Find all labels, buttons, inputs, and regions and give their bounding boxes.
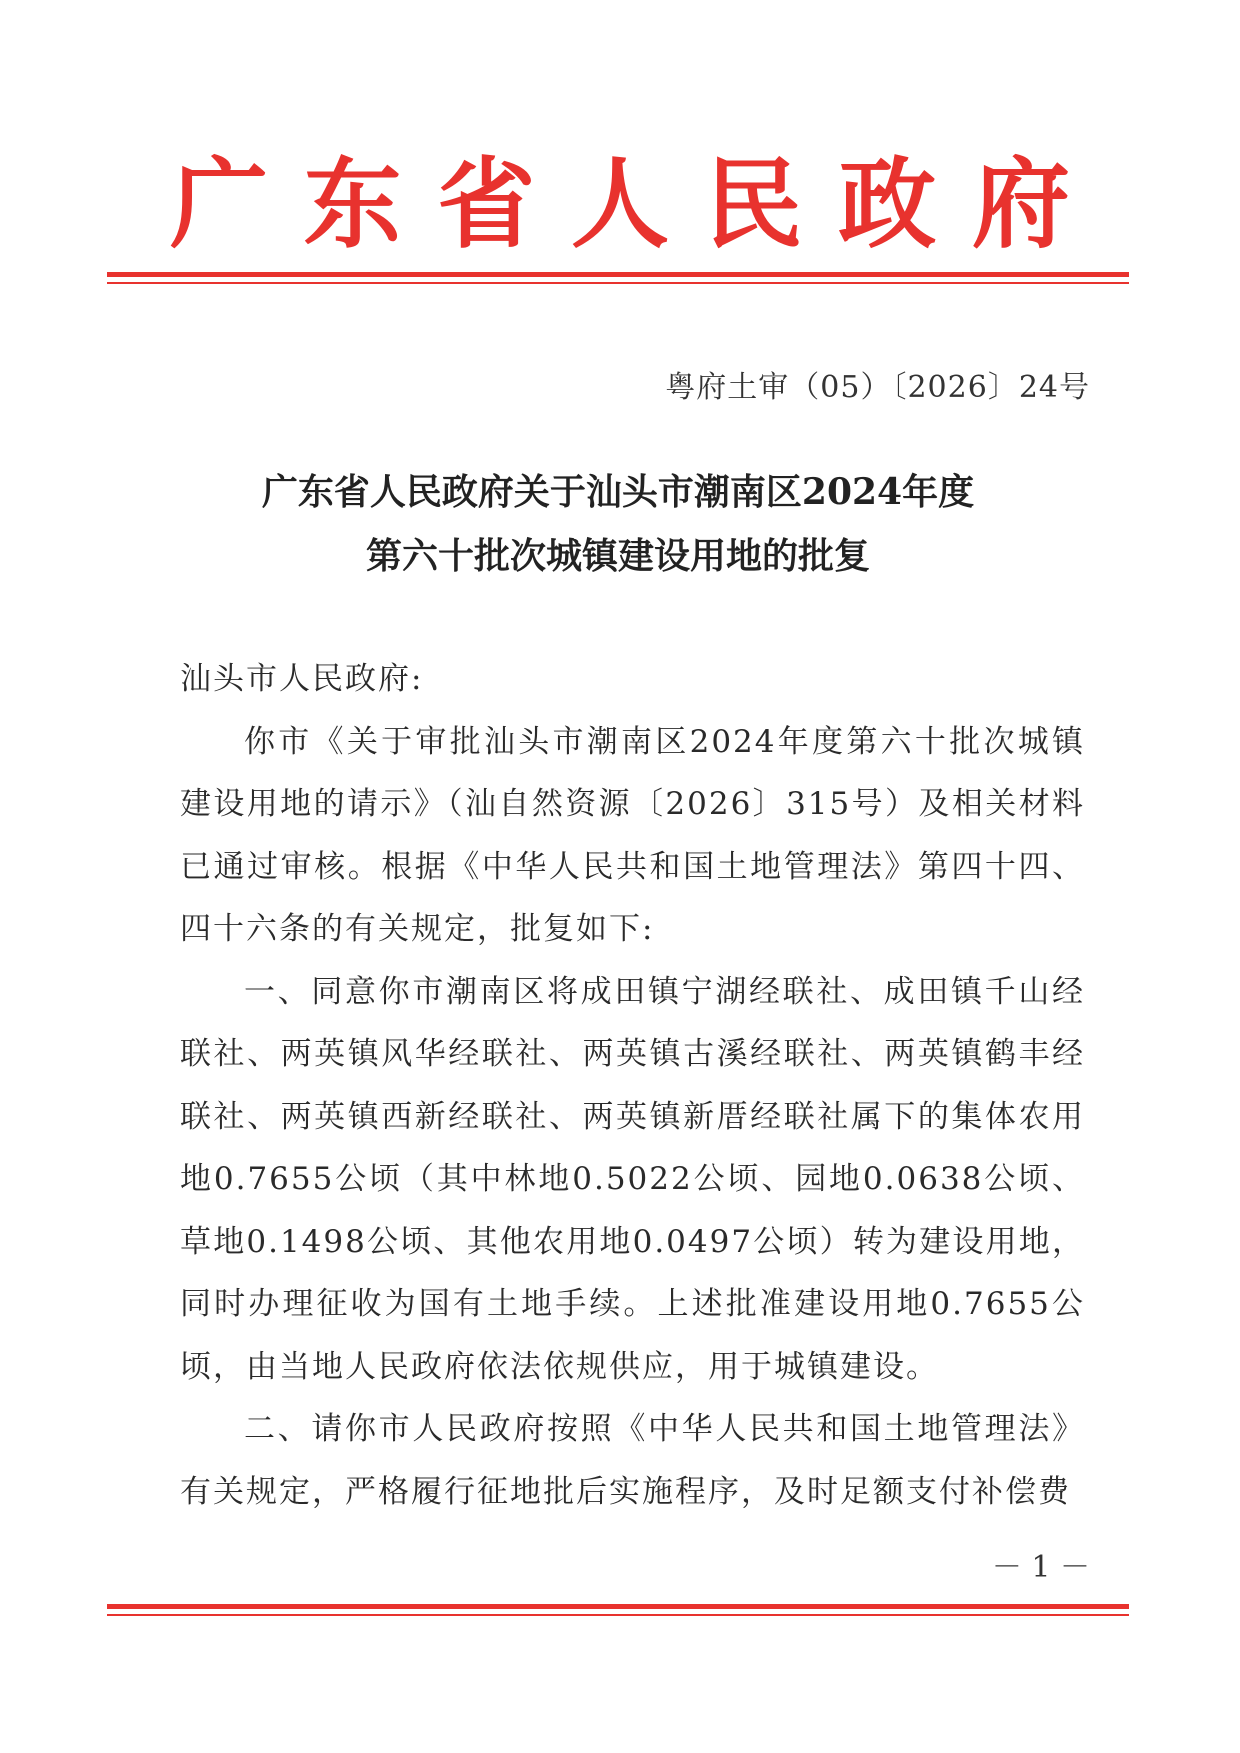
salutation: 汕头市人民政府: [180, 661, 424, 697]
header-red-rule-thin [107, 282, 1129, 284]
masthead-char: 政 [838, 147, 937, 262]
body-paragraph: 二、请你市人民政府按照《中华人民共和国土地管理法》有关规定，严格履行征地批后实施程序，及时足额支付补偿费 [180, 1411, 1085, 1510]
masthead-char: 东 [303, 147, 402, 262]
body-paragraph: 你市《关于审批汕头市潮南区2024年度第六十批次城镇建设用地的请示》（汕自然资源〔2026〕315号）及相关材料已通过审核。根据《中华人民共和国土地管理法》第四十四、四十六条的有关规定，批复如下: [180, 723, 1085, 947]
header-red-rule [107, 272, 1129, 277]
masthead-char: 人 [570, 147, 669, 262]
document-number: 粤府土审（05）〔2026〕24号 [665, 370, 1090, 405]
title-line-1: 广东省人民政府关于汕头市潮南区2024年度 [261, 471, 975, 513]
document-title [107, 460, 1129, 588]
document-body [180, 648, 1085, 1523]
footer-red-rule-thin [107, 1614, 1129, 1616]
masthead-char: 民 [704, 147, 803, 262]
masthead-title [170, 147, 1070, 262]
masthead-char: 广 [170, 147, 269, 262]
title-line-2: 第六十批次城镇建设用地的批复 [365, 535, 870, 577]
masthead-char: 省 [437, 147, 536, 262]
page-number: － 1 － [991, 1550, 1090, 1585]
footer-red-rule [107, 1604, 1129, 1609]
masthead-char: 府 [971, 147, 1070, 262]
body-paragraph: 一、同意你市潮南区将成田镇宁湖经联社、成田镇千山经联社、两英镇风华经联社、两英镇古溪经联社、两英镇鹤丰经联社、两英镇西新经联社、两英镇新厝经联社属下的集体农用地0.7655公顷（其中林地0.5022公顷、园地0.0638公顷、草地0.1498公顷、其他农用地0.0497公顷）转为建设用地，同时办理征收为国有土地手续。上述批准建设用地0.7655公顷，由当地人民政府依法依规供应，用于城镇建设。 [180, 973, 1085, 1385]
